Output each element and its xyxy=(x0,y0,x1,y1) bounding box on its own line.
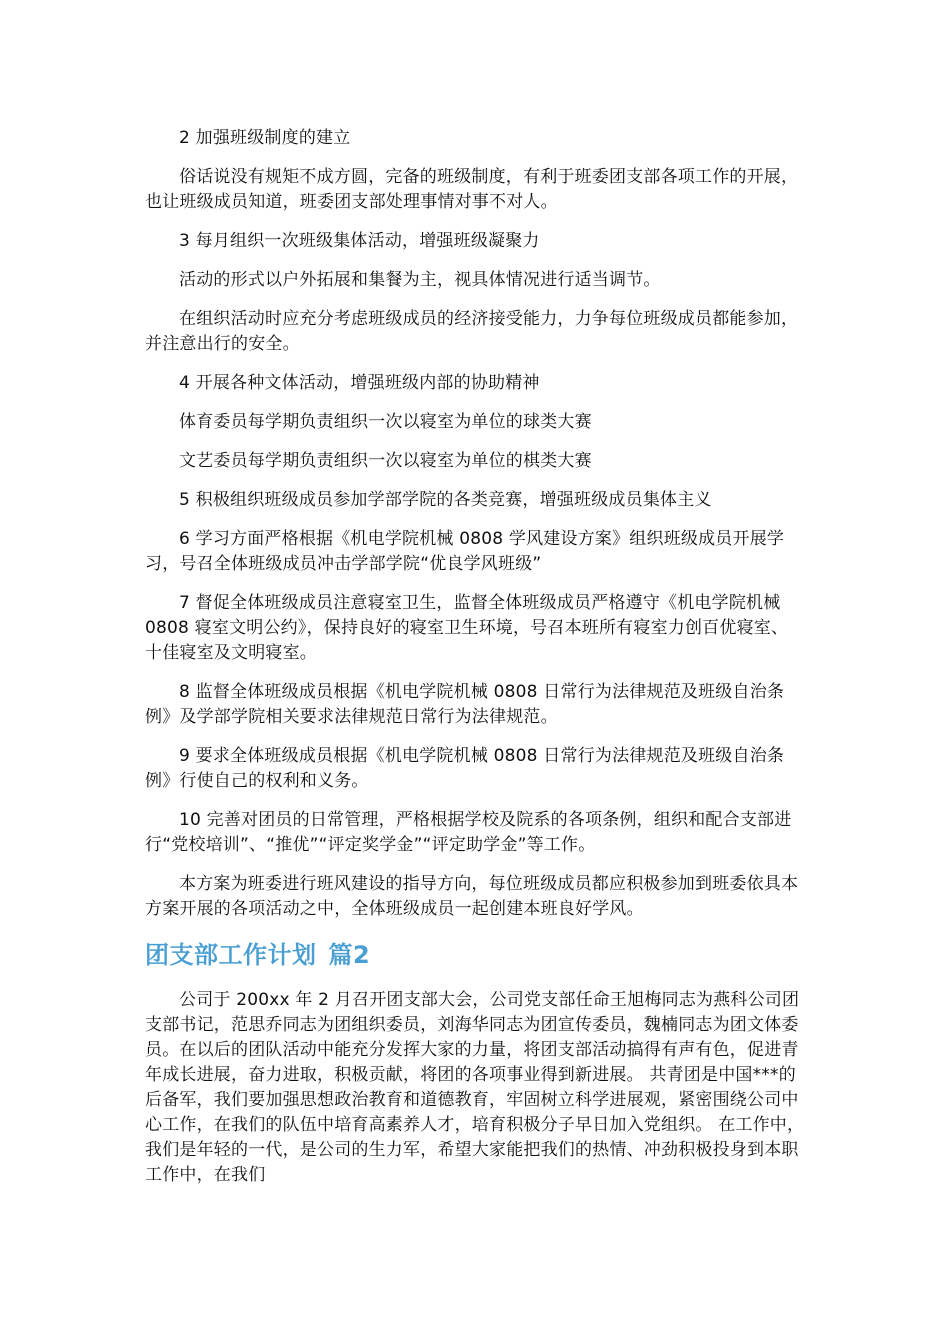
section-subtitle: 篇2 xyxy=(328,941,371,969)
paragraph: 文艺委员每学期负责组织一次以寝室为单位的棋类大赛 xyxy=(179,451,592,471)
section-title: 团支部工作计划 xyxy=(145,941,317,969)
paragraph: 活动的形式以户外拓展和集餐为主，视具体情况进行适当调节。 xyxy=(179,270,661,290)
paragraph-item-7: 7 督促全体班级成员注意寝室卫生，监督全体班级成员严格遵守《机电学院机械 0808 寝室文明公约》，保持良好的寝室卫生环境，号召本班所有寝室力创百优寝室、十佳寝室及文明寝室。 xyxy=(145,593,789,663)
section2-body-paragraph: 公司于 200xx 年 2 月召开团支部大会，公司党支部任命王旭梅同志为燕科公司团支部书记，范思乔同志为团组织委员，刘海华同志为团宣传委员，魏楠同志为团文体委员。在以后的团队活动中能充分发挥大家的力量，将团支部活动搞得有声有色，促进青年成长进展，奋力进取，积极贡献，将团的各项事业得到新进展。 共青团是中国***的后备军，我们要加强思想政治教育和道德教育，牢固树立科学进展观，紧密围绕公司中心工作，在我们的队伍中培育高素养人才，培育积极分子早日加入党组织。 在工作中，我们是年轻的一代，是公司的生力军，希望大家能把我们的热情、冲劲积极投身到本职工作中，在我们 xyxy=(145,990,805,1185)
paragraph-conclusion: 本方案为班委进行班风建设的指导方向，每位班级成员都应积极参加到班委依具本方案开展的各项活动之中，全体班级成员一起创建本班良好学风。 xyxy=(145,874,799,919)
paragraph-item-2-heading: 2 加强班级制度的建立 xyxy=(179,128,351,148)
paragraph-item-4-heading: 4 开展各种文体活动，增强班级内部的协助精神 xyxy=(179,373,540,393)
section-heading xyxy=(145,940,805,970)
paragraph-item-6: 6 学习方面严格根据《机电学院机械 0808 学风建设方案》组织班级成员开展学习，号召全体班级成员冲击学部学院“优良学风班级” xyxy=(145,529,785,574)
paragraph-item-3-heading: 3 每月组织一次班级集体活动，增强班级凝聚力 xyxy=(179,231,540,251)
paragraph-item-9: 9 要求全体班级成员根据《机电学院机械 0808 日常行为法律规范及班级自治条例》行使自己的权利和义务。 xyxy=(145,746,785,791)
document-body xyxy=(145,126,805,1202)
paragraph-item-10: 10 完善对团员的日常管理，严格根据学校及院系的各项条例，组织和配合支部进行“党校培训”、“推优”“评定奖学金”“评定助学金”等工作。 xyxy=(145,810,792,855)
paragraph: 俗话说没有规矩不成方圆，完备的班级制度，有利于班委团支部各项工作的开展，也让班级成员知道，班委团支部处理事情对事不对人。 xyxy=(145,167,799,212)
paragraph-item-8: 8 监督全体班级成员根据《机电学院机械 0808 日常行为法律规范及班级自治条例》及学部学院相关要求法律规范日常行为法律规范。 xyxy=(145,682,785,727)
paragraph: 在组织活动时应充分考虑班级成员的经济接受能力，力争每位班级成员都能参加，并注意出行的安全。 xyxy=(145,309,799,354)
paragraph: 体育委员每学期负责组织一次以寝室为单位的球类大赛 xyxy=(179,412,592,432)
paragraph-item-5: 5 积极组织班级成员参加学部学院的各类竞赛，增强班级成员集体主义 xyxy=(179,490,712,510)
